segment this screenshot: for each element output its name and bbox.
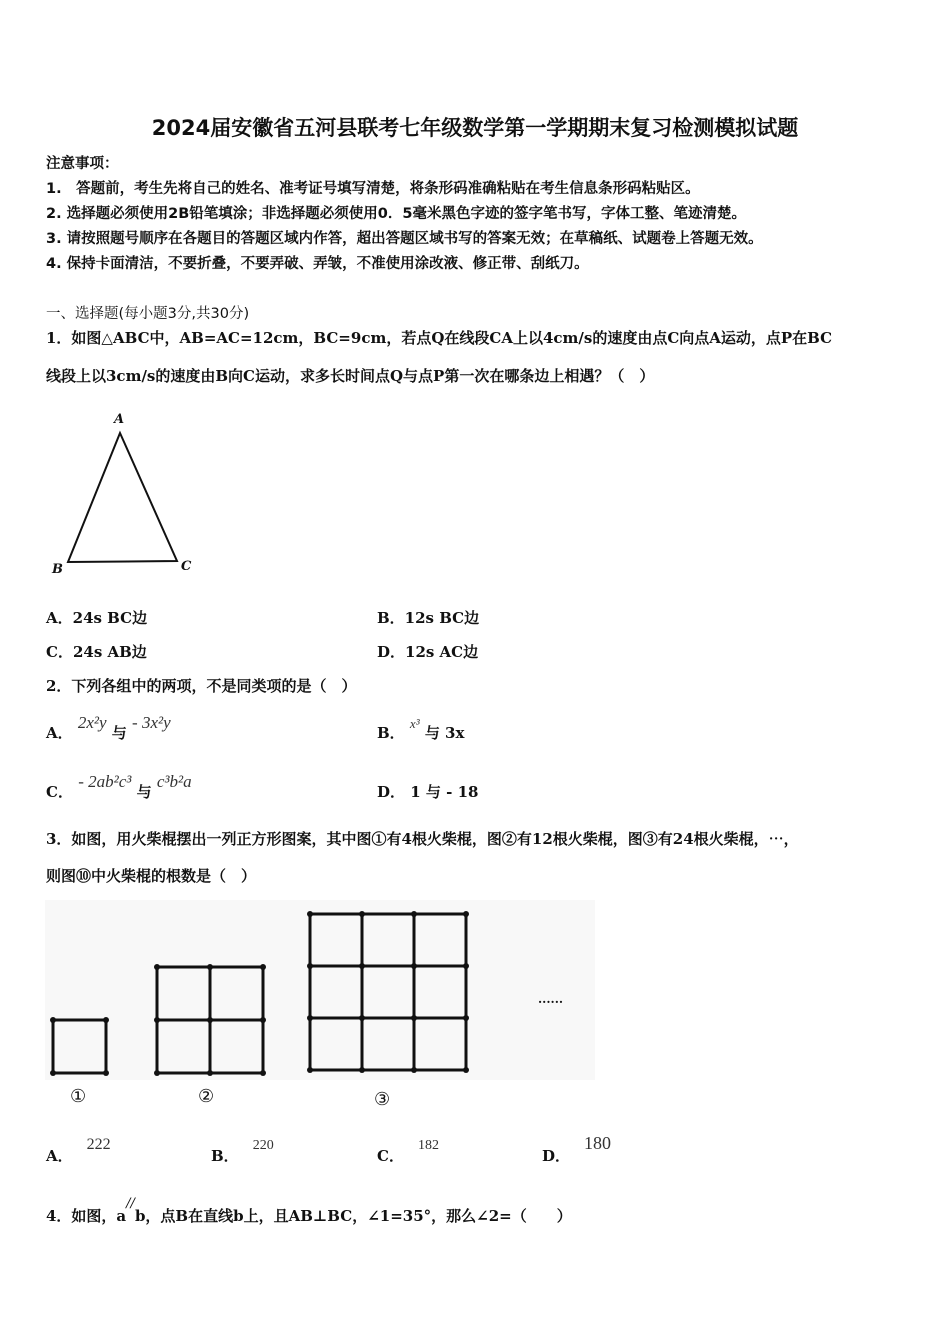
math-expression: x³ [409, 716, 420, 731]
option-value: 182 [417, 1138, 439, 1153]
option-label: A． [46, 724, 73, 742]
triangle-figure [40, 405, 210, 585]
q2-option-c [46, 772, 192, 802]
q4-stem-end: b，点B在直线b上，且AB⊥BC，∠1=35°，那么∠2=（ ） [134, 1207, 572, 1225]
q1-stem: 1．如图△ABC中，AB=AC=12cm，BC=9cm，若点Q在线段CA上以4cm/s的速度由点C向点A运动，点P在BC [46, 329, 833, 347]
q1-option-a: A．24s BC边 [46, 609, 148, 627]
option-value: 222 [86, 1136, 111, 1153]
q3-option-a [46, 1136, 111, 1166]
option-label: A． [46, 1147, 73, 1165]
option-value: 220 [252, 1138, 274, 1153]
note-item: 1. 答题前，考生先将自己的姓名、准考证号填写清楚，将条形码准确粘贴在考生信息条形码粘贴区。 [46, 181, 700, 197]
option-label: B． [211, 1147, 239, 1165]
vertex-a-label: A [114, 412, 125, 427]
math-expression: - 2ab²c³ [78, 772, 132, 791]
q2-option-b [377, 716, 465, 743]
math-expression: 2x²y [77, 713, 107, 732]
option-label: C． [46, 783, 73, 801]
q1-option-b: B．12s BC边 [377, 609, 480, 627]
q2-option-a [46, 713, 171, 743]
q3-option-b [211, 1138, 274, 1166]
q1-option-d: D．12s AC边 [377, 643, 479, 661]
math-expression: c³b²a [156, 772, 192, 791]
continuation-dots: ······ [538, 995, 564, 1009]
math-expression: - 3x²y [132, 713, 171, 732]
q1-option-c: C．24s AB边 [46, 643, 147, 661]
matchstick-figure [45, 900, 595, 1080]
q3-stem: 3．如图，用火柴棍摆出一列正方形图案，其中图①有4根火柴棍，图②有12根火柴棍，图③有24根火柴棍，⋯， [46, 830, 799, 848]
note-item: 2. 选择题必须使用2B铅笔填涂；非选择题必须使用0．5毫米黑色字迹的签字笔书写，字体工整、笔迹清楚。 [46, 206, 746, 222]
joiner: 与 [136, 783, 152, 801]
q2-option-d [377, 781, 478, 802]
note-item: 3. 请按照题号顺序在各题目的答题区域内作答，超出答题区域书写的答案无效；在草稿纸、试题卷上答题无效。 [46, 231, 763, 247]
option-text: 1 与 - 18 [410, 783, 479, 801]
option-label: C． [377, 1147, 404, 1165]
page-title: 2024届安徽省五河县联考七年级数学第一学期期末复习检测模拟试题 [151, 116, 799, 140]
figure-label-3: ③ [374, 1089, 391, 1110]
figure-label-2: ② [198, 1086, 215, 1107]
option-label: D． [377, 783, 406, 801]
option-value: 180 [584, 1133, 612, 1153]
notes-heading: 注意事项： [46, 156, 119, 172]
parallel-symbol: // [126, 1196, 135, 1211]
option-label: B． [377, 724, 405, 742]
section-heading: 一、选择题(每小题3分,共30分) [46, 306, 250, 322]
q1-stem-cont: 线段上以3cm/s的速度由B向C运动，求多长时间点Q与点P第一次在哪条边上相遇？（ ） [46, 367, 655, 385]
q2-stem: 2．下列各组中的两项，不是同类项的是（ ） [46, 677, 357, 695]
q4-stem-start: 4．如图，a [46, 1207, 127, 1225]
joiner: 与 [111, 724, 127, 742]
option-label: D． [542, 1147, 571, 1165]
figure-label-1: ① [70, 1086, 87, 1107]
q3-option-c [377, 1138, 439, 1166]
option-text: 与 3x [424, 724, 465, 742]
vertex-b-label: B [52, 562, 63, 577]
note-item: 4. 保持卡面清洁，不要折叠，不要弄破、弄皱，不准使用涂改液、修正带、刮纸刀。 [46, 256, 589, 272]
vertex-c-label: C [181, 559, 192, 574]
q3-stem-cont: 则图⑩中火柴棍的根数是（ ） [46, 867, 257, 885]
q3-option-d [542, 1133, 612, 1166]
q4-stem [46, 1196, 572, 1226]
